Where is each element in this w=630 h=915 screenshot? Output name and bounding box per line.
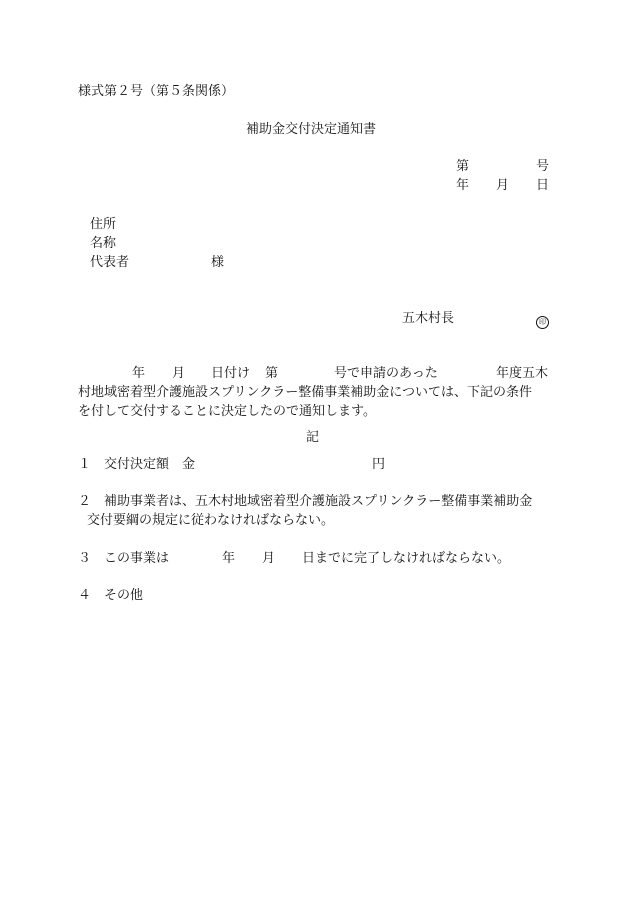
body-dated: 日付け [211, 366, 251, 381]
form-label: 様式第２号（第５条関係） [78, 84, 235, 99]
body-number-prefix: 第 [265, 366, 279, 381]
document-title: 補助金交付決定通知書 [246, 122, 377, 137]
number-prefix: 第 [456, 159, 470, 174]
body-line-2: 村地域密着型介護施設スプリンクラー整備事業補助金については、下記の条件 [78, 385, 532, 400]
item-3-month: 月 [262, 551, 276, 566]
body-year: 年 [132, 366, 146, 381]
item-3-year: 年 [222, 551, 236, 566]
item-1-unit: 円 [372, 457, 386, 472]
item-1-label: １ 交付決定額 金 [78, 457, 196, 472]
address-label: 住所 [90, 217, 117, 232]
date-month: 月 [496, 178, 510, 193]
honorific: 様 [211, 255, 225, 270]
ki-heading: 記 [306, 430, 320, 445]
body-month: 月 [172, 366, 186, 381]
date-day: 日 [536, 178, 550, 193]
item-4-label: ４ その他 [78, 588, 144, 603]
seal-icon: 印 [536, 316, 549, 329]
number-suffix: 号 [536, 159, 550, 174]
name-label: 名称 [90, 236, 117, 251]
date-year: 年 [456, 178, 470, 193]
item-2-line-2: 交付要綱の規定に従わなければならない。 [87, 513, 335, 528]
item-3-suffix: 日までに完了しなければならない。 [302, 551, 511, 566]
issuer-name: 五木村長 [402, 311, 455, 326]
item-2-line-1: ２ 補助事業者は、五木村地域密着型介護施設スプリンクラー整備事業補助金 [78, 494, 533, 509]
item-3-prefix: ３ この事業は [78, 551, 170, 566]
body-applied: 号で申請のあった [334, 366, 438, 381]
body-fiscal-year: 年度五木 [496, 366, 549, 381]
seal-mark [536, 312, 549, 330]
representative-label: 代表者 [90, 255, 130, 270]
body-line-3: を付して交付することに決定したので通知します。 [78, 404, 376, 419]
